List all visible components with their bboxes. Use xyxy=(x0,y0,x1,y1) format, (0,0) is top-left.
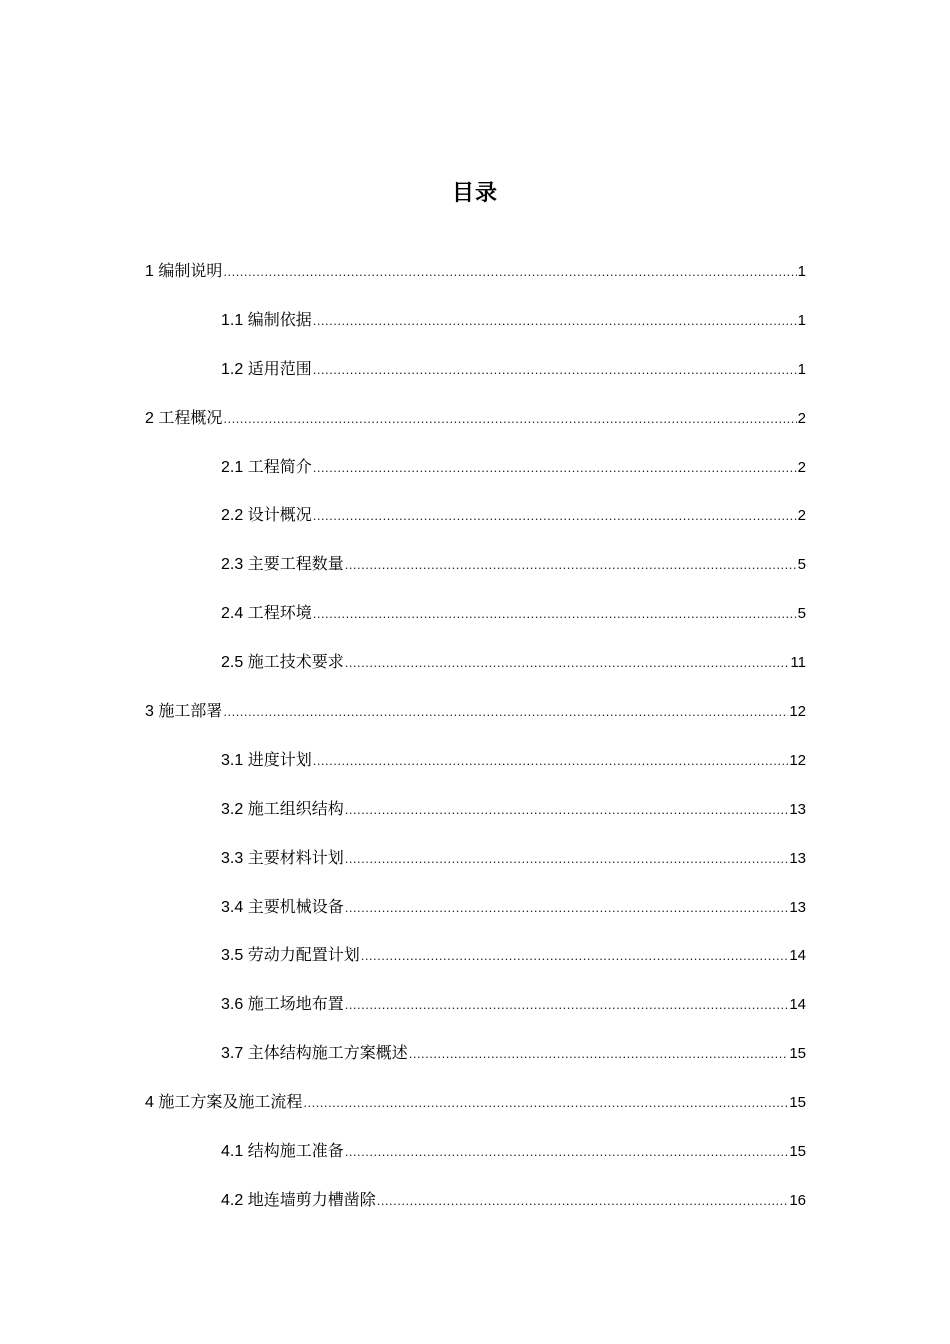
toc-dot-leader xyxy=(313,454,797,482)
toc-page-number: 2 xyxy=(797,458,806,476)
toc-page-number: 14 xyxy=(789,996,806,1014)
toc-page-number: 2 xyxy=(797,409,806,427)
toc-page-number: 1 xyxy=(797,263,806,280)
toc-entry[interactable] xyxy=(145,698,806,747)
toc-entry-label: 2.1 工程简介 xyxy=(221,458,312,476)
toc-dot-leader xyxy=(345,845,789,873)
toc-dot-leader xyxy=(223,258,796,286)
toc-entry[interactable] xyxy=(145,502,806,551)
toc-entry-label: 2.2 设计概况 xyxy=(221,507,312,525)
toc-page-number: 12 xyxy=(789,751,806,769)
toc-dot-leader xyxy=(345,796,789,824)
toc-entry-label: 2.4 工程环境 xyxy=(221,605,312,623)
toc-dot-leader xyxy=(345,551,797,579)
toc-dot-leader xyxy=(361,942,789,970)
toc-entry[interactable] xyxy=(145,307,806,356)
toc-dot-leader xyxy=(303,1089,788,1117)
toc-entry[interactable] xyxy=(145,1040,806,1089)
toc-dot-leader xyxy=(313,600,797,628)
toc-entry[interactable] xyxy=(145,258,806,307)
toc-entry-label: 2.3 主要工程数量 xyxy=(221,556,344,574)
toc-page-number: 13 xyxy=(789,849,806,867)
toc-dot-leader xyxy=(313,747,789,775)
toc-entry-label: 3.7 主体结构施工方案概述 xyxy=(221,1045,408,1063)
toc-page-number: 15 xyxy=(789,1094,806,1112)
toc-entry-label: 4.1 结构施工准备 xyxy=(221,1143,344,1161)
toc-entry-label: 3 施工部署 xyxy=(145,703,223,721)
toc-entry-label: 1.1 编制依据 xyxy=(221,311,312,329)
toc-entry-label: 1 编制说明 xyxy=(145,263,223,280)
toc-dot-leader xyxy=(345,1138,789,1166)
toc-page-number: 15 xyxy=(789,1143,806,1161)
toc-page-number: 12 xyxy=(789,703,806,721)
toc-page-number: 14 xyxy=(789,947,806,965)
toc-page-number: 5 xyxy=(797,556,806,574)
toc-entry[interactable] xyxy=(145,796,806,845)
toc-dot-leader xyxy=(409,1040,789,1068)
toc-entry-label: 3.3 主要材料计划 xyxy=(221,849,344,867)
toc-page-number: 13 xyxy=(789,800,806,818)
toc-dot-leader xyxy=(223,405,796,433)
toc-entry-label: 4 施工方案及施工流程 xyxy=(145,1094,303,1112)
toc-entry[interactable] xyxy=(145,845,806,894)
toc-entry[interactable] xyxy=(145,454,806,503)
toc-entry[interactable] xyxy=(145,356,806,405)
toc-entry[interactable] xyxy=(145,991,806,1040)
toc-entry-label: 3.1 进度计划 xyxy=(221,751,312,769)
toc-dot-leader xyxy=(313,356,797,384)
toc-entry[interactable] xyxy=(145,942,806,991)
toc-entry-label: 1.2 适用范围 xyxy=(221,360,312,378)
toc-dot-leader xyxy=(223,698,788,726)
toc-dot-leader xyxy=(313,307,797,335)
toc-entry-label: 3.4 主要机械设备 xyxy=(221,898,344,916)
toc-dot-leader xyxy=(345,649,790,677)
toc-entry-label: 2.5 施工技术要求 xyxy=(221,654,344,672)
toc-entry-label: 3.2 施工组织结构 xyxy=(221,800,344,818)
toc-dot-leader xyxy=(377,1187,789,1215)
toc-entry[interactable] xyxy=(145,405,806,454)
toc-entry-label: 3.6 施工场地布置 xyxy=(221,996,344,1014)
toc-entry[interactable] xyxy=(145,1089,806,1138)
toc-dot-leader xyxy=(313,502,797,530)
table-of-contents xyxy=(145,258,806,1236)
toc-page-number: 16 xyxy=(789,1191,806,1209)
toc-dot-leader xyxy=(345,991,789,1019)
toc-page-number: 13 xyxy=(789,898,806,916)
toc-entry[interactable] xyxy=(145,649,806,698)
toc-page-number: 5 xyxy=(797,605,806,623)
toc-dot-leader xyxy=(345,894,789,922)
toc-entry[interactable] xyxy=(145,1187,806,1236)
toc-page-number: 1 xyxy=(797,360,806,378)
toc-page-number: 1 xyxy=(797,311,806,329)
toc-entry[interactable] xyxy=(145,894,806,943)
toc-entry[interactable] xyxy=(145,600,806,649)
toc-entry[interactable] xyxy=(145,551,806,600)
toc-page-number: 2 xyxy=(797,507,806,525)
toc-entry-label: 4.2 地连墙剪力槽凿除 xyxy=(221,1191,376,1209)
toc-entry-label: 2 工程概况 xyxy=(145,409,223,427)
toc-entry[interactable] xyxy=(145,747,806,796)
toc-title: 目录 xyxy=(451,180,498,205)
toc-page-number: 15 xyxy=(789,1045,806,1063)
toc-entry-label: 3.5 劳动力配置计划 xyxy=(221,947,360,965)
toc-page-number: 11 xyxy=(790,654,806,672)
toc-entry[interactable] xyxy=(145,1138,806,1187)
